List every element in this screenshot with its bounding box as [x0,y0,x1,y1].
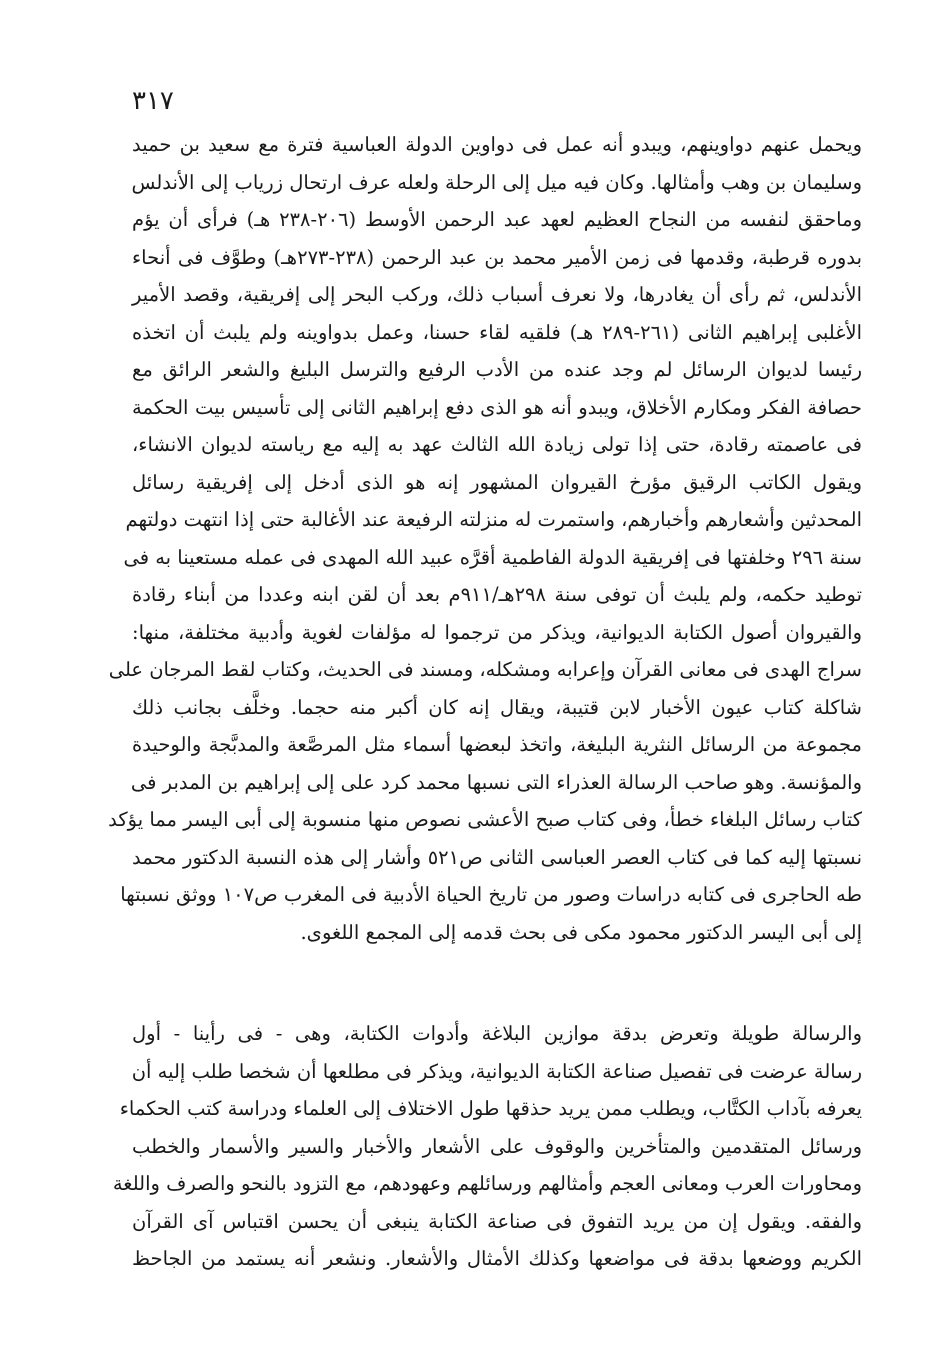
text-line: الأغلبى إبراهيم الثانى (٢٦١-٢٨٩ هـ) فلقيه لقاء حسنا، وعمل بدواوينه ولم يلبث أن اتخذه [132,320,862,344]
text-line: حصافة الفكر ومكارم الأخلاق، ويبدو أنه هو الذى دفع إبراهيم الثانى إلى تأسيس بيت الحكمة [132,395,862,419]
paragraph-2 [112,1015,862,1278]
text-line: الأندلس، ثم رأى أن يغادرها، ولا نعرف أسباب ذلك، وركب البحر إلى إفريقية، وقصد الأمير [132,283,862,306]
text-line: الكريم ووضعها بدقة فى مواضعها وكذلك الأمثال والأشعار. ونشعر أنه يستمد من الجاحظ [132,1247,862,1270]
text-line: وسليمان بن وهب وأمثالها. وكان فيه ميل إلى الرحلة ولعله عرف ارتحال زرياب إلى الأندلس [131,170,862,194]
text-line: شاكلة كتاب عيون الأخبار لابن قتيبة، ويقال إنه كان أكبر منه حجما. وخلَّف بجانب ذلك [132,695,862,719]
text-line: ويقول الكاتب الرقيق مؤرخ القيروان المشهور إنه هو الذى أدخل إلى إفريقية رسائل [132,470,862,494]
text-line: ورسائل المتقدمين والمتأخرين والوقوف على الأشعار والأخبار والسير والأسمار والخطب [132,1134,862,1158]
text-line: والرسالة طويلة وتعرض بدقة موازين البلاغة وأدوات الكتابة، وهى - فى رأينا - أول [132,1022,862,1045]
text-line: والقيروان أصول الكتابة الديوانية، ويذكر من ترجموا له مؤلفات لغوية وأدبية مختلفة، منها: [132,620,862,644]
text-line: رسالة عرضت فى تفصيل صناعة الكتابة الديوانية، ويذكر فى مطلعها أن شخصا طلب إليه أن [131,1059,862,1083]
paragraph-1 [108,126,862,951]
page-number: ٣١٧ [132,86,174,116]
text-line: مجموعة من الرسائل النثرية البليغة، واتخذ لبعضها أسماء مثل المرصَّعة والمدبَّجة والوحيدة [132,733,862,756]
text-line: ويحمل عنهم دواوينهم، ويبدو أنه عمل فى دواوين الدولة العباسية فترة مع سعيد بن حميد [132,133,862,156]
text-line: توطيد حكمه، ولم يلبث أن توفى سنة ٢٩٨هـ/٩١١م بعد أن لقن ابنه وعددا من أبناء رقادة [132,583,862,606]
text-line: بدوره قرطبة، وقدمها فى زمن الأمير محمد بن عبد الرحمن (٢٣٨-٢٧٣هـ) وطوَّف فى أنحاء [132,245,862,269]
text-line: رئيسا لديوان الرسائل لم وجد عنده من الأدب الرفيع والترسل البليغ والشعر الرائق مع [132,358,862,381]
text-line: وماحقق لنفسه من النجاح العظيم لعهد عبد الرحمن الأوسط (٢٠٦-٢٣٨ هـ) فرأى أن يؤم [132,208,862,231]
text-line: إلى أبى اليسر الدكتور محمود مكى فى بحث قدمه إلى المجمع اللغوى. [300,920,862,944]
text-line: فى عاصمته رقادة، حتى إذا تولى زيادة الله الثالث عهد به إليه مع رياسته لديوان الانشاء، [132,433,862,456]
text-line: نسبتها إليه كما فى كتاب العصر العباسى الثانى ص٥٢١ وأشار إلى هذه النسبة الدكتور محمد [132,845,862,869]
text-line: المحدثين وأشعارهم وأخبارهم، واستمرت له منزلته الرفيعة عند الأغالبة حتى إذا انتهت دولتهم [125,508,862,531]
text-line: سراج الهدى فى معانى القرآن وإعرابه ومشكله، ومسند فى الحديث، وكتاب لقط المرجان على [108,658,862,681]
text-line: والفقه. ويقول إن من يريد التفوق فى صناعة الكتابة ينبغى أن يحسن اقتباس آى القرآن [132,1209,862,1233]
text-line: سنة ٢٩٦ وخلفتها فى إفريقية الدولة الفاطمية أقرَّه عبيد الله المهدى فى عمله مستعينا به فى [123,545,862,569]
text-line: يعرفه بآداب الكتَّاب، ويطلب ممن يريد حذقها طول الاختلاف إلى العلماء ودراسة كتب الحكماء [119,1097,862,1120]
text-line: طه الحاجرى فى كتابه دراسات وصور من تاريخ الحياة الأدبية فى المغرب ص١٠٧ ووثق نسبتها [120,883,862,906]
text-line: ومحاورات العرب ومعانى العجم وأمثالهم ورسائلهم وعهودهم، مع التزود بالنحو والصرف واللغة [112,1172,862,1195]
text-line: والمؤنسة. وهو صاحب الرسالة العذراء التى نسبها محمد كرد على إلى إبراهيم بن المدبر فى [130,770,862,794]
text-line: كتاب رسائل البلغاء خطأ، وفى كتاب صبح الأعشى نصوص منها منسوبة إلى أبى اليسر مما يؤكد [108,808,862,831]
